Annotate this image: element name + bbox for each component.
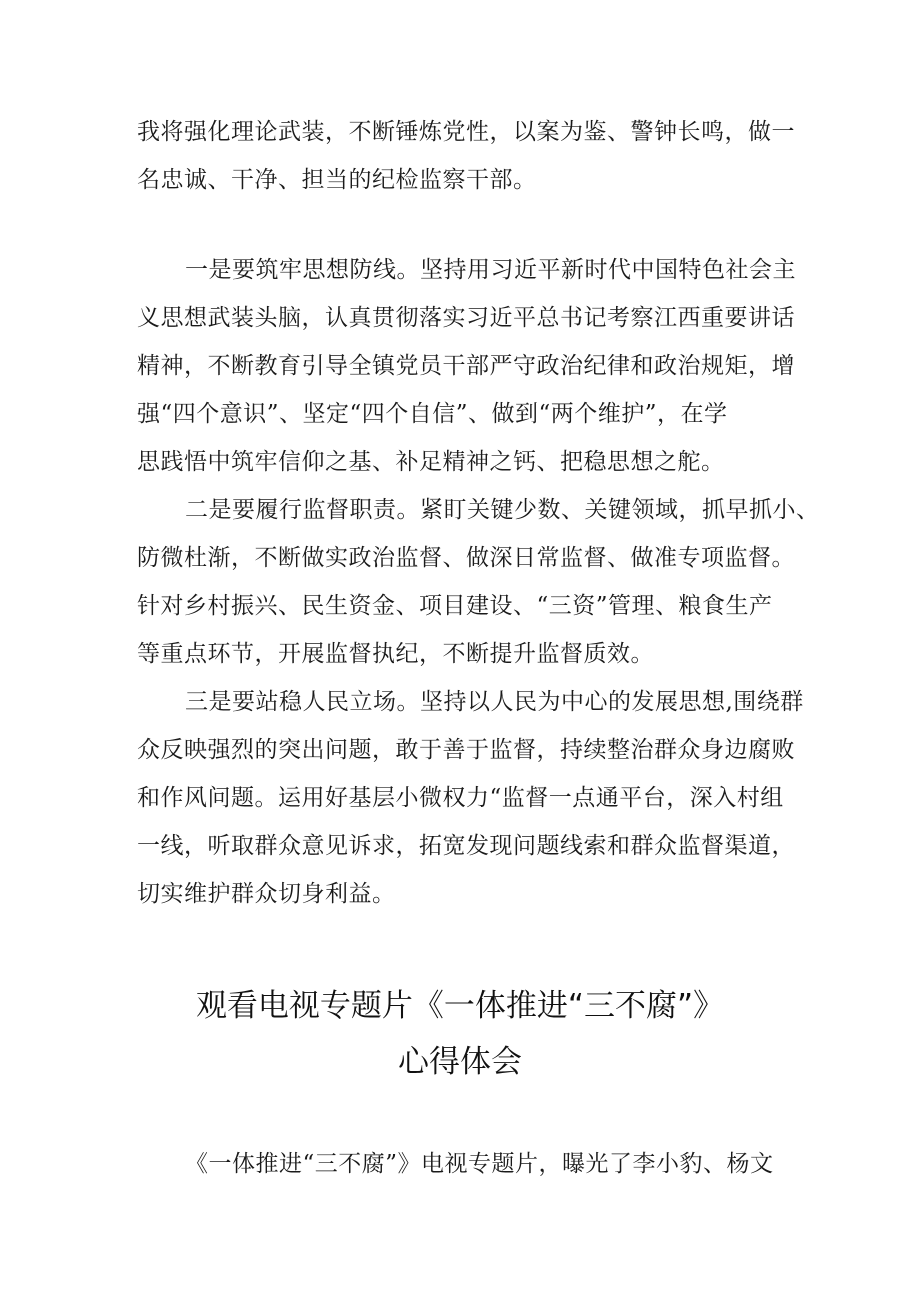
- text-line: 三是要站稳人民立场。坚持以人民为中心的发展思想,围绕群: [185, 689, 804, 715]
- text-line: 一是要筑牢思想防线。坚持用习近平新时代中国特色社会主: [185, 257, 796, 283]
- text-line: 等重点环节，开展监督执纪，不断提升监督质效。: [137, 641, 654, 667]
- point-3-paragraph: [137, 678, 804, 918]
- text-line: 二是要履行监督职责。紧盯关键少数、关键领域，抓早抓小、: [185, 497, 820, 523]
- point-1-paragraph: [137, 246, 797, 486]
- text-line: 义思想武装头脑，认真贯彻落实习近平总书记考察江西重要讲话: [137, 305, 795, 331]
- text-line: 和作风问题。运用好基层小微权力“监督一点通平台，深入村组: [137, 785, 784, 811]
- text-line: 《一体推进“三不腐”》电视专题片，曝光了李小豹、杨文: [185, 1151, 774, 1177]
- article-title: [0, 978, 920, 1090]
- text-line: 众反映强烈的突出问题，敢于善于监督，持续整治群众身边腐败: [137, 737, 795, 763]
- text-line: 名忠诚、干净、担当的纪检监察干部。: [137, 167, 537, 193]
- article-intro-paragraph: [137, 1140, 797, 1188]
- text-line: 思践悟中筑牢信仰之基、补足精神之钙、把稳思想之舵。: [137, 449, 725, 475]
- intro-paragraph: [137, 108, 797, 204]
- text-line: 我将强化理论武装，不断锤炼党性，以案为鉴、警钟长鸣，做一: [137, 119, 795, 145]
- article-title-line-2: 心得体会: [398, 1044, 522, 1080]
- point-2-paragraph: [137, 486, 820, 678]
- text-line: 针对乡村振兴、民生资金、项目建设、“三资”管理、粮食生产: [137, 593, 773, 619]
- article-title-line-1: 观看电视专题片《一体推进“三不腐”》: [195, 988, 725, 1024]
- text-line: 切实维护群众切身利益。: [137, 881, 396, 907]
- text-line: 精神，不断教育引导全镇党员干部严守政治纪律和政治规矩，增: [137, 353, 795, 379]
- text-line: 强“四个意识”、坚定“四个自信”、做到“两个维护”，在学: [137, 401, 728, 427]
- text-line: 防微杜渐，不断做实政治监督、做深日常监督、做准专项监督。: [137, 545, 795, 571]
- text-line: 一线，听取群众意见诉求，拓宽发现问题线索和群众监督渠道，: [137, 833, 795, 859]
